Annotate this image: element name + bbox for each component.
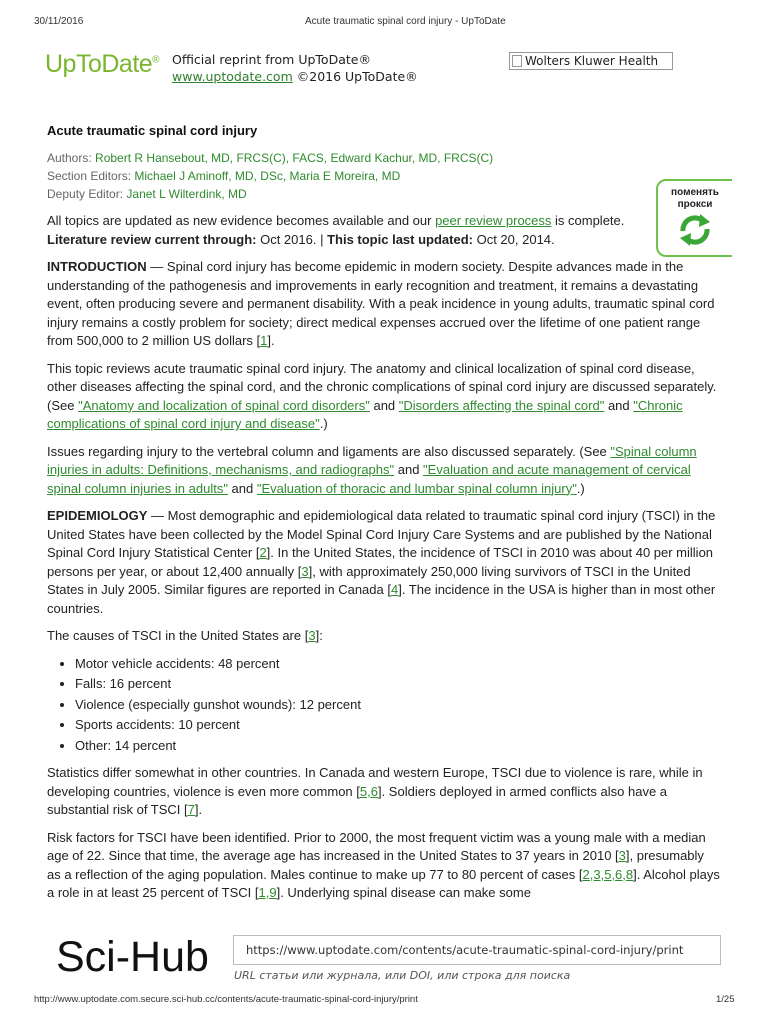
site-link[interactable]: www.uptodate.com xyxy=(172,69,293,84)
print-date: 30/11/2016 xyxy=(34,16,84,27)
article-title: Acute traumatic spinal cord injury xyxy=(47,123,258,138)
proxy-label-line2: прокси xyxy=(677,199,713,210)
topic-link[interactable]: "Chronic complications of spinal cord injury and disease" xyxy=(47,397,683,431)
ref-link[interactable]: 1,9 xyxy=(258,885,277,900)
causes-list xyxy=(47,655,721,756)
deputy-editor-label: Deputy Editor: xyxy=(47,187,124,201)
authors-label: Authors: xyxy=(47,151,92,165)
ref-link[interactable]: 4 xyxy=(390,582,399,597)
ref-link[interactable]: 3 xyxy=(618,848,626,863)
update-notice: All topics are updated as new evidence becomes available and our peer review process is complete. Literature review current through: Oct 2016. | This topic last updated: Oct 20, 2014. xyxy=(47,213,625,247)
causes-intro: The causes of TSCI in the United States are [3]: xyxy=(47,628,323,643)
topic-link[interactable]: "Disorders affecting the spinal cord" xyxy=(398,397,605,413)
section-editors-label: Section Editors: xyxy=(47,169,132,183)
print-title: Acute traumatic spinal cord injury - UpToDate xyxy=(305,16,506,27)
list-item: • Sports accidents: 10 percent xyxy=(75,716,721,735)
epidemiology-paragraph: EPIDEMIOLOGY — Most demographic and epidemiological data related to traumatic spinal cord injury (TSCI) in the United States have been collected by the Model Spinal Cord Injury Care Systems and are published by the National Spinal Cord Injury Statistical Center [2]. In the United States, the incidence of TSCI in 2010 was about 40 per million persons per year, or about 12,400 annually [3], with approximately 250,000 living survivors of TSCI in the United States in July 2005. Similar figures are reported in Canada [4]. The incidence in the USA is higher than in most other countries. xyxy=(47,508,716,616)
uptodate-logo[interactable] xyxy=(45,50,159,79)
ref-link[interactable]: 3 xyxy=(301,563,309,579)
topic-link[interactable]: "Evaluation and acute management of cervical spinal column injuries in adults" xyxy=(47,462,691,496)
footer-page-number: 1/25 xyxy=(716,994,735,1005)
risk-factors-paragraph: Risk factors for TSCI have been identified. Prior to 2000, the most frequent victim was a young male with a median age of 22. Since that time, the average age has increased in the United States to 37 years in 2010 [3], presumably as a reflection of the aging population. Males continue to make up 77 to 80 percent of cases [2,3,5,6,8]. Alcohol plays a role in at least 25 percent of TSCI [1,9]. Underlying spinal disease can make some xyxy=(47,829,720,900)
section-editors-line xyxy=(47,169,400,183)
statistics-paragraph: Statistics differ somewhat in other countries. In Canada and western Europe, TSCI due to violence is rare, while in developing countries, violence is even more common [5,6]. Soldiers deployed in armed conflicts also have a substantial risk of TSCI [7]. xyxy=(47,765,703,817)
topic-link[interactable]: "Anatomy and localization of spinal cord disorders" xyxy=(78,397,370,413)
topic-link[interactable]: "Evaluation of thoracic and lumbar spinal column injury" xyxy=(256,480,577,496)
section-editors-link[interactable]: Michael J Aminoff, MD, DSc, Maria E Moreira, MD xyxy=(134,169,401,183)
scihub-logo[interactable]: Sci-Hub xyxy=(56,933,209,981)
refresh-arrows-icon xyxy=(675,213,715,247)
peer-review-link[interactable]: peer review process xyxy=(435,213,552,228)
authors-link[interactable]: Robert R Hansebout, MD, FRCS(C), FACS, Edward Kachur, MD, FRCS(C) xyxy=(95,151,494,165)
article-body xyxy=(47,212,721,912)
ref-link[interactable]: 7 xyxy=(187,802,195,817)
topic-link[interactable]: "Spinal column injuries in adults: Definitions, mechanisms, and radiographs" xyxy=(47,443,697,477)
logo-text: UpToDate xyxy=(45,50,153,78)
proxy-label xyxy=(658,187,732,211)
copyright: ©2016 UpToDate® xyxy=(296,69,418,84)
ref-link[interactable]: 5,6 xyxy=(359,783,378,799)
list-item: • Other: 14 percent xyxy=(75,737,721,756)
list-item: • Motor vehicle accidents: 48 percent xyxy=(75,655,721,674)
ref-link[interactable]: 2 xyxy=(259,545,267,560)
proxy-label-line1: поменять xyxy=(671,187,719,198)
ref-link[interactable]: 3 xyxy=(308,628,316,643)
authors-line xyxy=(47,151,493,165)
scihub-url-input[interactable]: https://www.uptodate.com/contents/acute-traumatic-spinal-cord-injury/print xyxy=(233,935,721,965)
list-item: • Falls: 16 percent xyxy=(75,675,721,694)
scihub-input-hint: URL статьи или журнала, или DOI, или строка для поиска xyxy=(234,969,571,982)
reprint-notice xyxy=(172,51,418,85)
scope-paragraph: This topic reviews acute traumatic spinal cord injury. The anatomy and clinical localization of spinal cord disease, other diseases affecting the spinal cord, and the chronic complications of spinal cord injury are discussed separately. (See "Anatomy and localization of spinal cord disorders" and "Disorders affecting the spinal cord" and "Chronic complications of spinal cord injury and disease".) xyxy=(47,360,717,431)
reprint-line: Official reprint from UpToDate® xyxy=(172,52,371,67)
footer-url: http://www.uptodate.com.secure.sci-hub.cc/contents/acute-traumatic-spinal-cord-injury/print xyxy=(34,994,418,1005)
ref-link[interactable]: 2,3,5,6,8 xyxy=(582,866,634,882)
broken-image-icon xyxy=(512,55,522,67)
vertebral-paragraph: Issues regarding injury to the vertebral column and ligaments are also discussed separately. (See "Spinal column injuries in adults: Definitions, mechanisms, and radiographs" and "Evaluation and acute management of cervical spinal column injuries in adults" and "Evaluation of thoracic and lumbar spinal column injury".) xyxy=(47,443,697,496)
deputy-editor-link[interactable]: Janet L Wilterdink, MD xyxy=(126,187,247,201)
deputy-editor-line xyxy=(47,187,247,201)
partner-alt-text: Wolters Kluwer Health xyxy=(525,54,659,68)
ref-link[interactable]: 1 xyxy=(260,333,268,348)
introduction-paragraph: INTRODUCTION — Spinal cord injury has become epidemic in modern society. Despite advances made in the understanding of the pathogenesis and improvements in early recognition and treatment, it remains a devastating event, often producing severe and permanent disability. With a peak incidence in young adults, traumatic spinal cord injury remains a costly problem for society; direct medical expenses accrued over the lifetime of one patient range from 500,000 to 2 million US dollars [1]. xyxy=(47,259,715,348)
list-item: • Violence (especially gunshot wounds): 12 percent xyxy=(75,696,721,715)
change-proxy-button[interactable] xyxy=(656,179,732,257)
partner-logo-broken[interactable] xyxy=(509,52,673,70)
logo-mark: ® xyxy=(152,54,160,66)
